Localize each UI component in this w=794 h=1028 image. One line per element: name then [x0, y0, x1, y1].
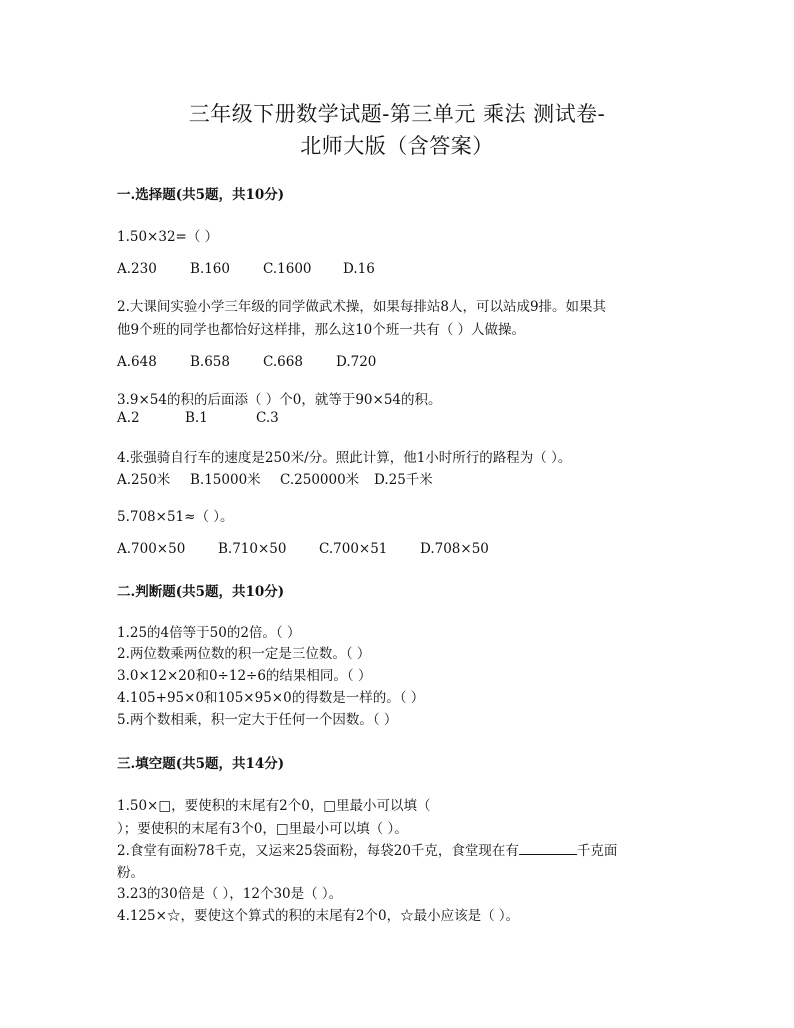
- option: D.16: [343, 261, 375, 277]
- fill-item-text: 2.食堂有面粉78千克，又运来25袋面粉，每袋20千克，食堂现在有: [117, 843, 519, 859]
- answer-blank[interactable]: [519, 841, 577, 855]
- fill-item: 3.23的30倍是（ ），12个30是（ ）。: [117, 886, 343, 902]
- fill-item: ）；要使积的末尾有3个0，□里最小可以填（ ）。: [117, 821, 408, 837]
- fill-item: 1.50×□，要使积的末尾有2个0，□里最小可以填（: [117, 798, 431, 814]
- question-text: 5.708×51≈（ ）。: [117, 509, 234, 525]
- option: C.668: [263, 354, 303, 370]
- option: D.708×50: [420, 541, 489, 557]
- option: A.700×50: [117, 541, 186, 557]
- doc-title-line1: 三年级下册数学试题-第三单元 乘法 测试卷-: [188, 102, 606, 126]
- option: B.160: [190, 261, 230, 277]
- judge-item: 4.105+95×0和105×95×0的得数是一样的。（ ）: [117, 690, 425, 706]
- section-heading-fill: 三.填空题(共5题，共14分): [117, 756, 285, 772]
- option: B.658: [190, 354, 230, 370]
- fill-item: 4.125×☆，要使这个算式的积的末尾有2个0，☆最小应该是（ ）。: [117, 908, 520, 924]
- fill-item-with-blank: [117, 839, 617, 859]
- judge-item: 2.两位数乘两位数的积一定是三位数。（ ）: [117, 646, 371, 662]
- judge-item: 3.0×12×20和0÷12÷6的结果相同。（ ）: [117, 668, 372, 684]
- option: A.250米: [117, 472, 171, 488]
- option: C.250000米: [280, 472, 360, 488]
- fill-item-text: 千克面: [576, 843, 618, 859]
- option: C.700×51: [319, 541, 388, 557]
- option: D.720: [336, 354, 377, 370]
- option: A.230: [117, 261, 157, 277]
- option: D.25千米: [374, 472, 433, 488]
- question-text: 他9个班的同学也都恰好这样排，那么这10个班一共有（ ）人做操。: [117, 322, 526, 338]
- fill-item: 粉。: [117, 865, 144, 881]
- option: C.1600: [263, 261, 312, 277]
- doc-title-line2: 北师大版（含答案）: [300, 134, 494, 158]
- question-text: 2.大课间实验小学三年级的同学做武术操，如果每排站8人，可以站成9排。如果其: [117, 299, 607, 315]
- option: B.1: [185, 410, 208, 426]
- option: B.15000米: [190, 472, 261, 488]
- option: A.2: [117, 410, 140, 426]
- question-text: 3.9×54的积的后面添（ ）个0，就等于90×54的积。: [117, 392, 442, 408]
- section-heading-choice: 一.选择题(共5题，共10分): [117, 187, 285, 203]
- question-text: 4.张强骑自行车的速度是250米/分。照此计算，他1小时所行的路程为（ ）。: [117, 450, 572, 466]
- question-text: 1.50×32=（ ）: [117, 229, 219, 245]
- judge-item: 5.两个数相乘，积一定大于任何一个因数。（ ）: [117, 712, 398, 728]
- option: C.3: [256, 410, 279, 426]
- judge-item: 1.25的4倍等于50的2倍。（ ）: [117, 625, 301, 641]
- section-heading-judge: 二.判断题(共5题，共10分): [117, 584, 285, 600]
- option: B.710×50: [218, 541, 287, 557]
- option: A.648: [117, 354, 157, 370]
